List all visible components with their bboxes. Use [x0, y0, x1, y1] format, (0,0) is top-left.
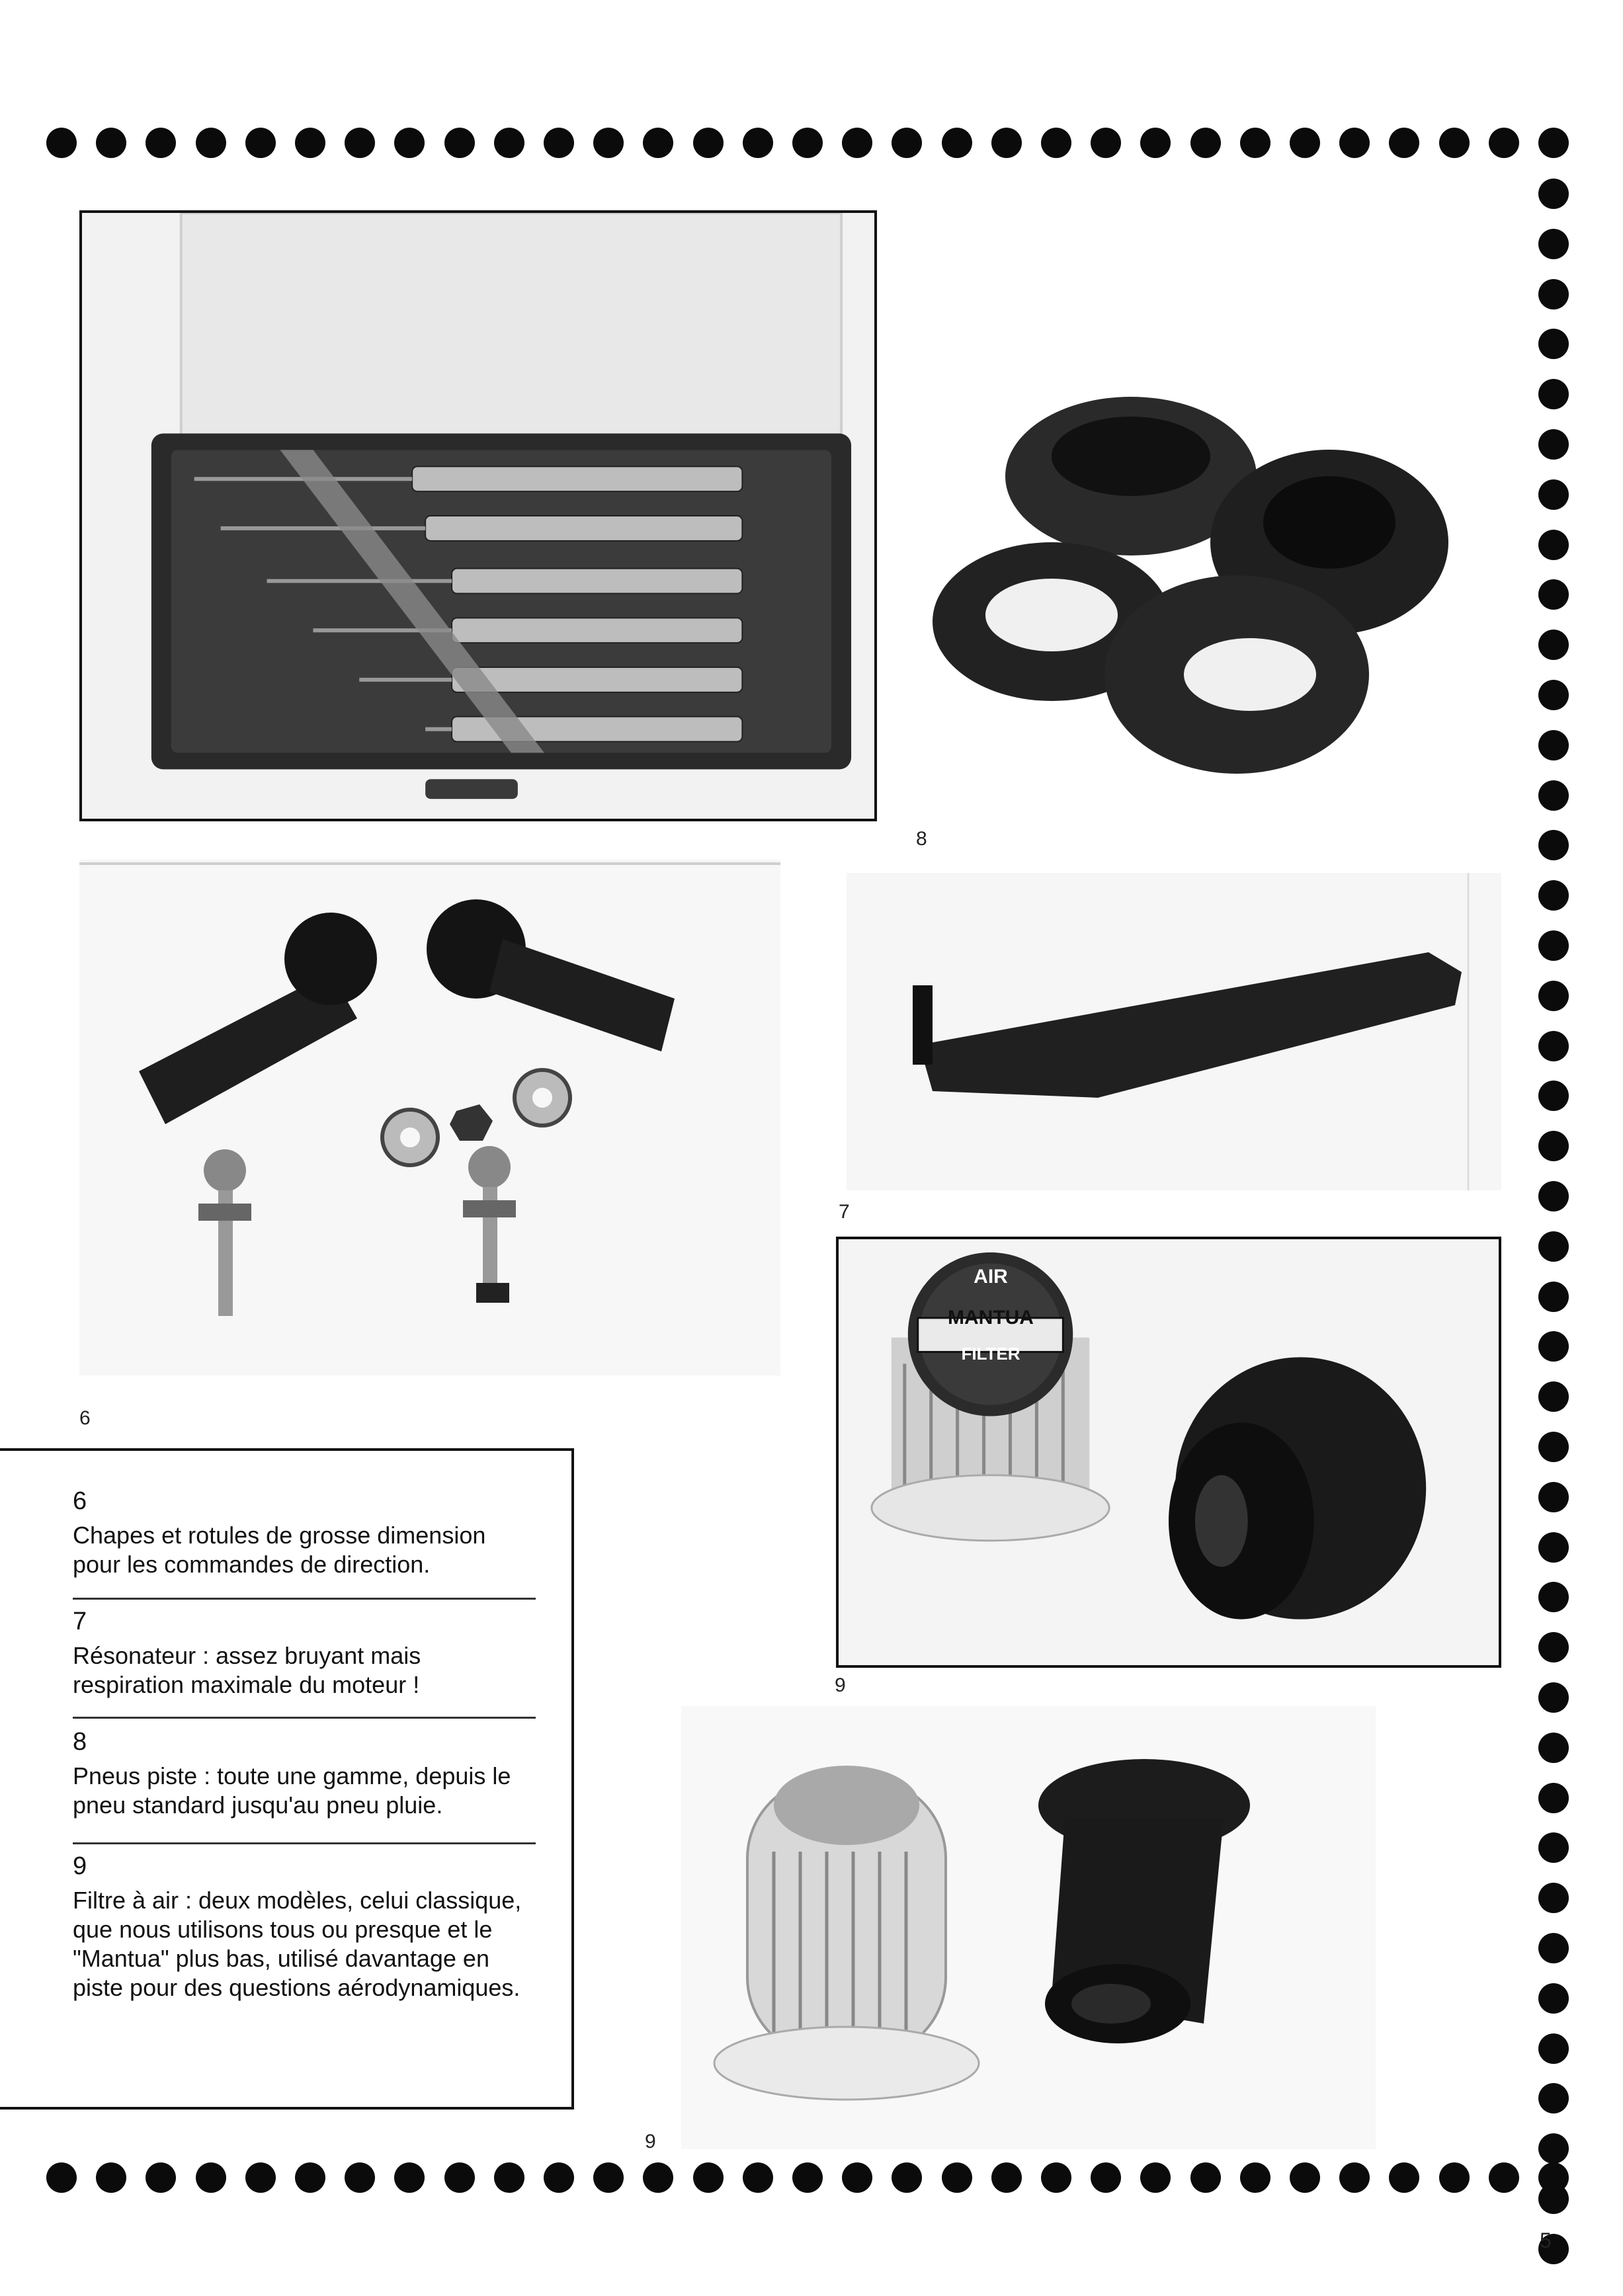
border-dot	[1140, 2162, 1171, 2193]
border-dot	[494, 2162, 524, 2193]
border-dot	[1538, 579, 1569, 610]
border-dot	[1538, 2083, 1569, 2113]
border-dot	[991, 2162, 1022, 2193]
border-dot	[1538, 1282, 1569, 1312]
border-dot	[942, 2162, 972, 2193]
border-dot	[1538, 479, 1569, 510]
figure-label-9-upper: 9	[835, 1674, 846, 1696]
border-dot	[1389, 2162, 1419, 2193]
border-dot	[345, 2162, 375, 2193]
border-dot	[743, 2162, 773, 2193]
border-dot	[394, 128, 425, 158]
border-dot	[1439, 128, 1470, 158]
caption-number: 7	[73, 1608, 87, 1635]
border-dot	[1140, 128, 1171, 158]
border-dot	[1339, 128, 1370, 158]
border-dot	[842, 2162, 872, 2193]
caption-text: Pneus piste : toute une gamme, depuis le pneu standard jusqu'au pneu pluie.	[73, 1762, 511, 1819]
border-dot	[1091, 128, 1121, 158]
border-dot	[1538, 780, 1569, 811]
border-dot	[1538, 1231, 1569, 1262]
border-dot	[1538, 630, 1569, 660]
caption-text: Filtre à air : deux modèles, celui classique, que nous utilisons tous ou presque et le "Mantua" plus bas, utilisé davantage en piste pour des questions aérodynamiques.	[73, 1887, 522, 2001]
border-dot	[1240, 2162, 1270, 2193]
border-dot	[1538, 880, 1569, 911]
border-dot	[1091, 2162, 1121, 2193]
border-dot	[1538, 1733, 1569, 1763]
border-dot	[1538, 179, 1569, 209]
border-dot	[842, 128, 872, 158]
caption-8	[73, 1727, 536, 1820]
caption-number: 8	[73, 1728, 87, 1756]
border-dot	[1538, 1131, 1569, 1161]
border-dot	[1538, 279, 1569, 309]
border-dot	[1190, 2162, 1221, 2193]
border-dot	[494, 128, 524, 158]
caption-box	[0, 1448, 574, 2110]
border-dot	[1538, 530, 1569, 560]
photo-classic-filter	[681, 1706, 1376, 2149]
border-dot	[1538, 1031, 1569, 1061]
caption-text: Résonateur : assez bruyant mais respiration maximale du moteur !	[73, 1642, 421, 1698]
caption-number: 9	[73, 1852, 87, 1880]
border-dot	[892, 2162, 922, 2193]
border-dot	[1538, 1582, 1569, 1612]
border-dot	[1489, 128, 1519, 158]
border-dot	[146, 2162, 176, 2193]
photo-tires	[899, 344, 1528, 820]
figure-label-9-lower: 9	[645, 2131, 656, 2152]
border-dot	[1538, 2033, 1569, 2064]
border-dot	[1439, 2162, 1470, 2193]
border-dot	[1538, 981, 1569, 1011]
border-dot	[693, 128, 724, 158]
border-dot	[146, 128, 176, 158]
border-dot	[693, 2162, 724, 2193]
caption-divider	[73, 1842, 536, 1844]
border-dot	[643, 128, 673, 158]
border-dot	[792, 2162, 823, 2193]
border-dot	[544, 128, 574, 158]
border-dot	[1339, 2162, 1370, 2193]
border-dot	[1538, 128, 1569, 158]
border-dot	[1538, 730, 1569, 760]
border-dot	[1538, 2162, 1569, 2193]
lid-text-mantua: MANTUA	[948, 1307, 1034, 1329]
border-dot	[1190, 128, 1221, 158]
border-dot	[1538, 1482, 1569, 1512]
figure-label-6: 6	[79, 1407, 91, 1429]
border-dot	[1489, 2162, 1519, 2193]
border-dot	[295, 2162, 325, 2193]
border-dot	[96, 128, 126, 158]
photo-resonator	[847, 873, 1501, 1190]
caption-9	[73, 1852, 536, 2002]
border-dot	[743, 128, 773, 158]
border-dot	[1538, 2133, 1569, 2164]
border-dot	[1538, 229, 1569, 259]
photo-screwdriver-set	[79, 210, 877, 821]
border-dot	[593, 2162, 624, 2193]
border-dot	[1538, 830, 1569, 860]
border-dot	[46, 2162, 77, 2193]
border-dot	[991, 128, 1022, 158]
photo-rod-ends	[79, 860, 780, 1375]
caption-6	[73, 1487, 536, 1579]
border-dot	[1240, 128, 1270, 158]
border-dot	[295, 128, 325, 158]
border-dot	[196, 2162, 226, 2193]
border-dot	[1389, 128, 1419, 158]
photo-mantua-filter	[836, 1237, 1501, 1668]
border-dot	[394, 2162, 425, 2193]
border-dot	[1538, 1832, 1569, 1863]
caption-number: 6	[73, 1487, 87, 1515]
border-dot	[96, 2162, 126, 2193]
border-dot	[444, 2162, 475, 2193]
border-dot	[1538, 1632, 1569, 1662]
caption-divider	[73, 1717, 536, 1719]
caption-divider	[73, 1598, 536, 1600]
border-dot	[643, 2162, 673, 2193]
page-number: 5	[1540, 2229, 1552, 2252]
figure-label-8: 8	[916, 828, 927, 850]
border-dot	[245, 128, 276, 158]
border-dot	[1538, 930, 1569, 961]
border-dot	[1538, 1181, 1569, 1211]
border-dot	[1538, 1381, 1569, 1412]
border-dot	[1041, 2162, 1071, 2193]
border-dot	[593, 128, 624, 158]
border-dot	[544, 2162, 574, 2193]
border-dot	[1290, 128, 1320, 158]
figure-label-7: 7	[839, 1201, 850, 1223]
border-dot	[1538, 1783, 1569, 1813]
lid-text-air: AIR	[974, 1266, 1008, 1288]
mantua-lid-label	[918, 1266, 1063, 1364]
border-dot	[196, 128, 226, 158]
border-dot	[1538, 1682, 1569, 1713]
border-dot	[1538, 329, 1569, 359]
border-dot	[1538, 429, 1569, 460]
caption-text: Chapes et rotules de grosse dimension pour les commandes de direction.	[73, 1522, 486, 1578]
lid-text-filter: FILTER	[961, 1344, 1020, 1364]
border-dot	[1538, 680, 1569, 710]
border-dot	[1538, 1532, 1569, 1563]
border-dot	[892, 128, 922, 158]
border-dot	[1538, 379, 1569, 409]
border-dot	[942, 128, 972, 158]
border-dot	[1290, 2162, 1320, 2193]
border-dot	[1041, 128, 1071, 158]
border-dot	[1538, 1331, 1569, 1362]
border-dot	[345, 128, 375, 158]
caption-7	[73, 1607, 536, 1700]
border-dot	[1538, 1081, 1569, 1111]
border-dot	[444, 128, 475, 158]
border-dot	[792, 128, 823, 158]
border-dot	[1538, 1933, 1569, 1963]
border-dot	[245, 2162, 276, 2193]
border-dot	[1538, 1983, 1569, 2014]
border-dot	[1538, 1883, 1569, 1913]
border-dot	[46, 128, 77, 158]
border-dot	[1538, 1432, 1569, 1462]
